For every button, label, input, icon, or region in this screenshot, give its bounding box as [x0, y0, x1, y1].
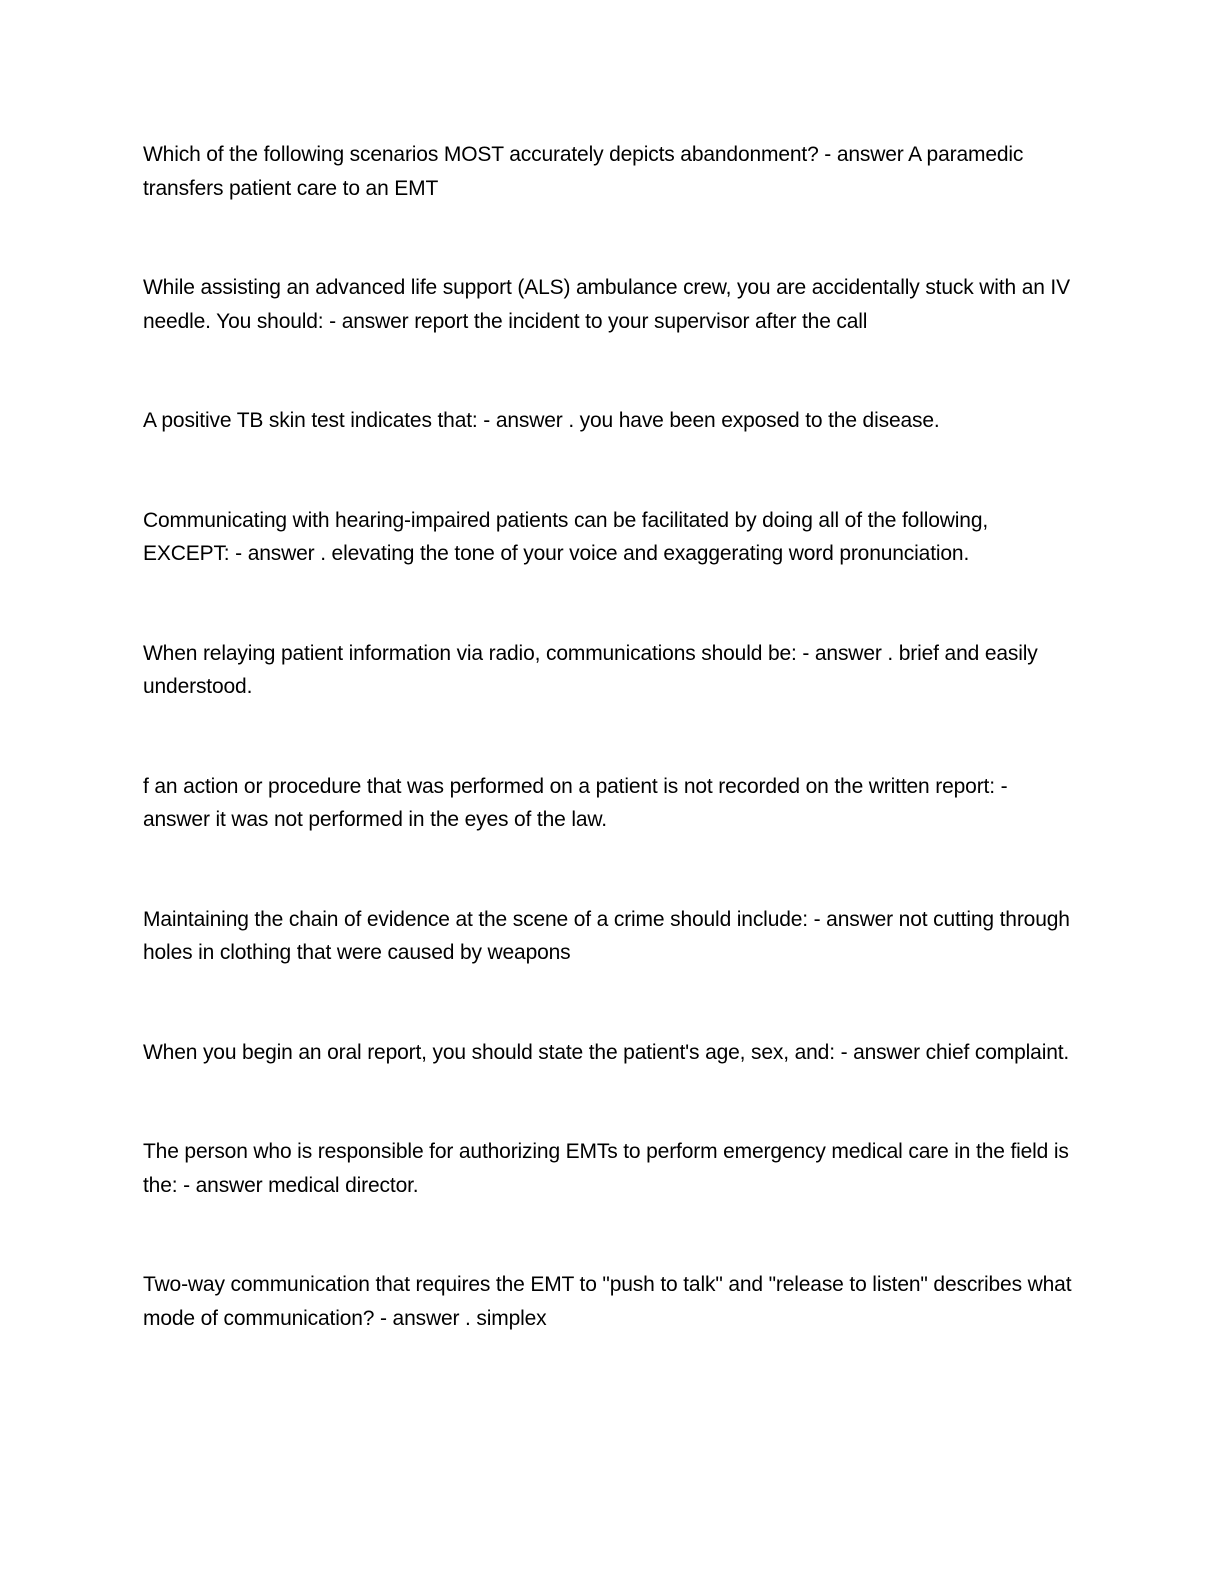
question-text: Maintaining the chain of evidence at the scene of a crime should include: — [143, 907, 808, 931]
question-text: Which of the following scenarios MOST accurately depicts abandonment? — [143, 143, 819, 166]
answer-separator: - answer — [818, 143, 909, 166]
question-answer-list — [143, 138, 1078, 1401]
answer-text: . brief and easily understood. — [143, 641, 1038, 698]
answer-text: . you have been exposed to the disease. — [568, 409, 940, 432]
answer-separator: - answer — [477, 409, 569, 432]
qa-item — [143, 138, 1078, 205]
answer-text: chief complaint. — [925, 1040, 1070, 1064]
answer-text: report the incident to your supervisor after the call — [414, 309, 868, 333]
qa-item — [143, 1268, 1078, 1335]
question-text: While assisting an advanced life support (ALS) ambulance crew, you are accidentally stuck with an IV needle. You should: — [143, 276, 1070, 333]
answer-separator: - answer — [229, 542, 321, 565]
question-text: Communicating with hearing-impaired patients can be facilitated by doing all of the following, EXCEPT: — [143, 508, 989, 565]
qa-item — [143, 637, 1078, 704]
answer-separator: - answer — [374, 1306, 466, 1330]
qa-item — [143, 903, 1078, 970]
question-text: Two-way communication that requires the EMT to "push to talk" and "release to listen" describes what mode of communication? — [143, 1273, 1072, 1330]
answer-text: medical director. — [268, 1173, 419, 1197]
qa-item — [143, 504, 1078, 571]
answer-text: . simplex — [465, 1306, 547, 1330]
answer-separator: - answer — [807, 907, 899, 931]
answer-separator: - answer — [143, 774, 1008, 831]
qa-item — [143, 770, 1078, 837]
answer-text: A paramedic transfers patient care to an EMT — [143, 143, 1024, 200]
qa-item — [143, 1036, 1078, 1070]
question-text: A positive TB skin test indicates that: — [143, 409, 478, 432]
question-text: When you begin an oral report, you should state the patient's age, sex, and: — [143, 1040, 835, 1064]
answer-text: . elevating the tone of your voice and exaggerating word pronunciation. — [320, 542, 970, 565]
question-text: f an action or procedure that was performed on a patient is not recorded on the written report: — [143, 774, 995, 798]
answer-separator: - answer — [834, 1040, 926, 1064]
question-text: The person who is responsible for authorizing EMTs to perform emergency medical care in the field is the: — [143, 1140, 1069, 1197]
answer-separator: - answer — [177, 1173, 269, 1197]
qa-item — [143, 404, 1078, 438]
answer-separator: - answer — [323, 309, 415, 333]
answer-text: not cutting through holes in clothing that were caused by weapons — [143, 907, 1070, 964]
question-text: When relaying patient information via radio, communications should be: — [143, 641, 797, 665]
answer-text: it was not performed in the eyes of the law. — [215, 808, 607, 831]
qa-item — [143, 271, 1078, 338]
qa-item — [143, 1135, 1078, 1202]
answer-separator: - answer — [796, 641, 888, 665]
